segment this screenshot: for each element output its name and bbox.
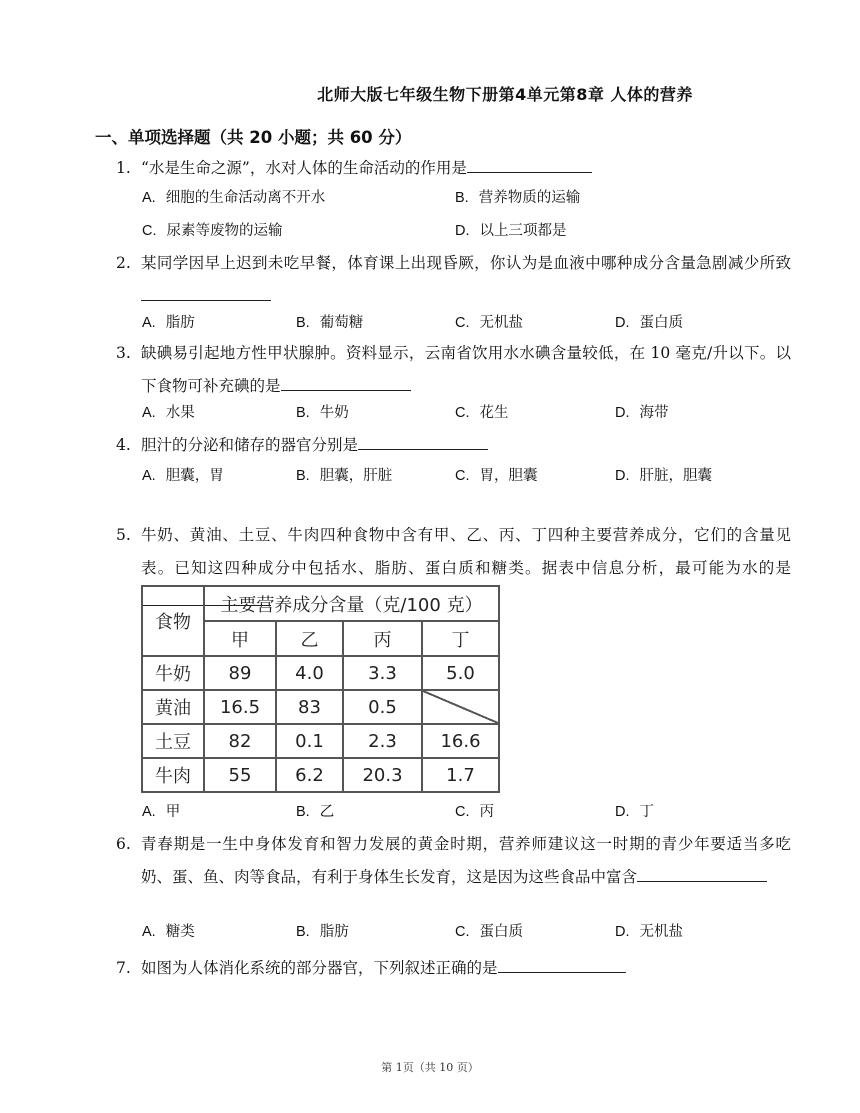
- question-number: 3.: [116, 344, 131, 362]
- question-number: 7.: [116, 959, 131, 977]
- table-cell: 4.0: [276, 656, 343, 690]
- option-3-b[interactable]: B. 牛奶: [296, 405, 349, 421]
- answer-blank[interactable]: [637, 861, 767, 882]
- question-4: [116, 429, 359, 462]
- question-6: [116, 828, 791, 927]
- option-1-d[interactable]: D. 以上三项都是: [455, 223, 567, 239]
- question-text: 如图为人体消化系统的部分器官，下列叙述正确的是: [141, 959, 498, 977]
- option-3-d[interactable]: D. 海带: [615, 405, 669, 421]
- option-3-c[interactable]: C. 花生: [455, 405, 509, 421]
- option-6-c[interactable]: C. 蛋白质: [455, 924, 523, 940]
- table-cell: 1.7: [422, 758, 499, 792]
- option-4-c[interactable]: C. 胃，胆囊: [455, 468, 538, 484]
- table-cell: 0.1: [276, 724, 343, 758]
- question-text: 胆汁的分泌和储存的器官分别是: [141, 436, 359, 454]
- question-number: 4.: [116, 436, 131, 454]
- question-number: 2.: [116, 254, 131, 272]
- table-row: [142, 690, 499, 724]
- option-1-c[interactable]: C. 尿素等废物的运输: [142, 223, 283, 239]
- option-2-c[interactable]: C. 无机盐: [455, 315, 523, 331]
- question-number: 6.: [116, 835, 131, 853]
- table-row: [142, 724, 499, 758]
- table-cell: 黄油: [142, 690, 204, 724]
- question-text: 牛奶、黄油、土豆、牛肉四种食物中含有甲、乙、丙、丁四种主要营养成分，它们的含量见表。已知这四种成分中包括水、脂肪、蛋白质和糖类。据表中信息分析，最可能为水的是: [141, 526, 791, 577]
- question-text: 某同学因早上迟到未吃早餐，体育课上出现昏厥，你认为是血液中哪种成分含量急剧减少所致: [141, 254, 791, 272]
- table-cell: 土豆: [142, 724, 204, 758]
- table-cell: 3.3: [343, 656, 422, 690]
- question-3: [116, 337, 791, 403]
- table-cell: 2.3: [343, 724, 422, 758]
- table-cell: 牛肉: [142, 758, 204, 792]
- option-2-d[interactable]: D. 蛋白质: [615, 315, 683, 331]
- table-col-header: 丁: [422, 621, 499, 656]
- question-7: [116, 952, 498, 985]
- option-5-b[interactable]: B. 乙: [296, 804, 335, 820]
- table-cell: 16.6: [422, 724, 499, 758]
- option-5-a[interactable]: A. 甲: [142, 804, 181, 820]
- table-cell: 82: [204, 724, 276, 758]
- question-text: 青春期是一生中身体发育和智力发展的黄金时期，营养师建议这一时期的青少年要适当多吃奶、蛋、鱼、肉等食品，有利于身体生长发育，这是因为这些食品中富含: [141, 835, 791, 886]
- table-row: [142, 758, 499, 792]
- option-4-a[interactable]: A. 胆囊，胃: [142, 468, 224, 484]
- table-col-header: 甲: [204, 621, 276, 656]
- table-cell: 0.5: [343, 690, 422, 724]
- option-6-b[interactable]: B. 脂肪: [296, 924, 349, 940]
- table-col-header: 丙: [343, 621, 422, 656]
- answer-blank[interactable]: [498, 952, 626, 973]
- table-cell: 89: [204, 656, 276, 690]
- section-heading: 一、单项选择题（共 20 小题；共 60 分）: [95, 128, 412, 147]
- answer-blank[interactable]: [281, 370, 411, 391]
- option-5-c[interactable]: C. 丙: [455, 804, 494, 820]
- table-cell: 83: [276, 690, 343, 724]
- table-cell-empty-slash: [422, 690, 499, 724]
- document-title: 北师大版七年级生物下册第4单元第8章 人体的营养: [317, 85, 693, 104]
- table-cell: 5.0: [422, 656, 499, 690]
- question-text: 缺碘易引起地方性甲状腺肿。资料显示，云南省饮用水水碘含量较低，在 10 毫克/升以下。以下食物可补充碘的是: [141, 344, 791, 395]
- option-6-a[interactable]: A. 糖类: [142, 924, 195, 940]
- option-2-a[interactable]: A. 脂肪: [142, 315, 195, 331]
- answer-blank[interactable]: [141, 280, 271, 301]
- question-text: “水是生命之源”，水对人体的生命活动的作用是: [141, 159, 467, 177]
- table-header-food: 食物: [142, 586, 204, 656]
- table-row: [142, 656, 499, 690]
- table-cell: 20.3: [343, 758, 422, 792]
- table-header-main: 主要营养成分含量（克/100 克）: [204, 586, 499, 621]
- option-1-b[interactable]: B. 营养物质的运输: [455, 190, 581, 206]
- option-4-d[interactable]: D. 肝脏，胆囊: [615, 468, 712, 484]
- table-cell: 牛奶: [142, 656, 204, 690]
- answer-blank[interactable]: [467, 152, 592, 173]
- question-number: 5.: [116, 526, 131, 544]
- option-4-b[interactable]: B. 胆囊，肝脏: [296, 468, 393, 484]
- option-1-a[interactable]: A. 细胞的生命活动离不开水: [142, 190, 326, 206]
- answer-blank[interactable]: [358, 429, 488, 450]
- nutrient-table: [141, 585, 500, 793]
- option-6-d[interactable]: D. 无机盐: [615, 924, 683, 940]
- question-number: 1.: [116, 159, 131, 177]
- option-3-a[interactable]: A. 水果: [142, 405, 195, 421]
- table-cell: 16.5: [204, 690, 276, 724]
- question-2: [116, 247, 791, 313]
- table-col-header: 乙: [276, 621, 343, 656]
- option-5-d[interactable]: D. 丁: [615, 804, 654, 820]
- option-2-b[interactable]: B. 葡萄糖: [296, 315, 364, 331]
- table-cell: 6.2: [276, 758, 343, 792]
- question-1: [116, 152, 467, 185]
- page-footer: 第 1页（共 10 页）: [381, 1061, 479, 1074]
- table-cell: 55: [204, 758, 276, 792]
